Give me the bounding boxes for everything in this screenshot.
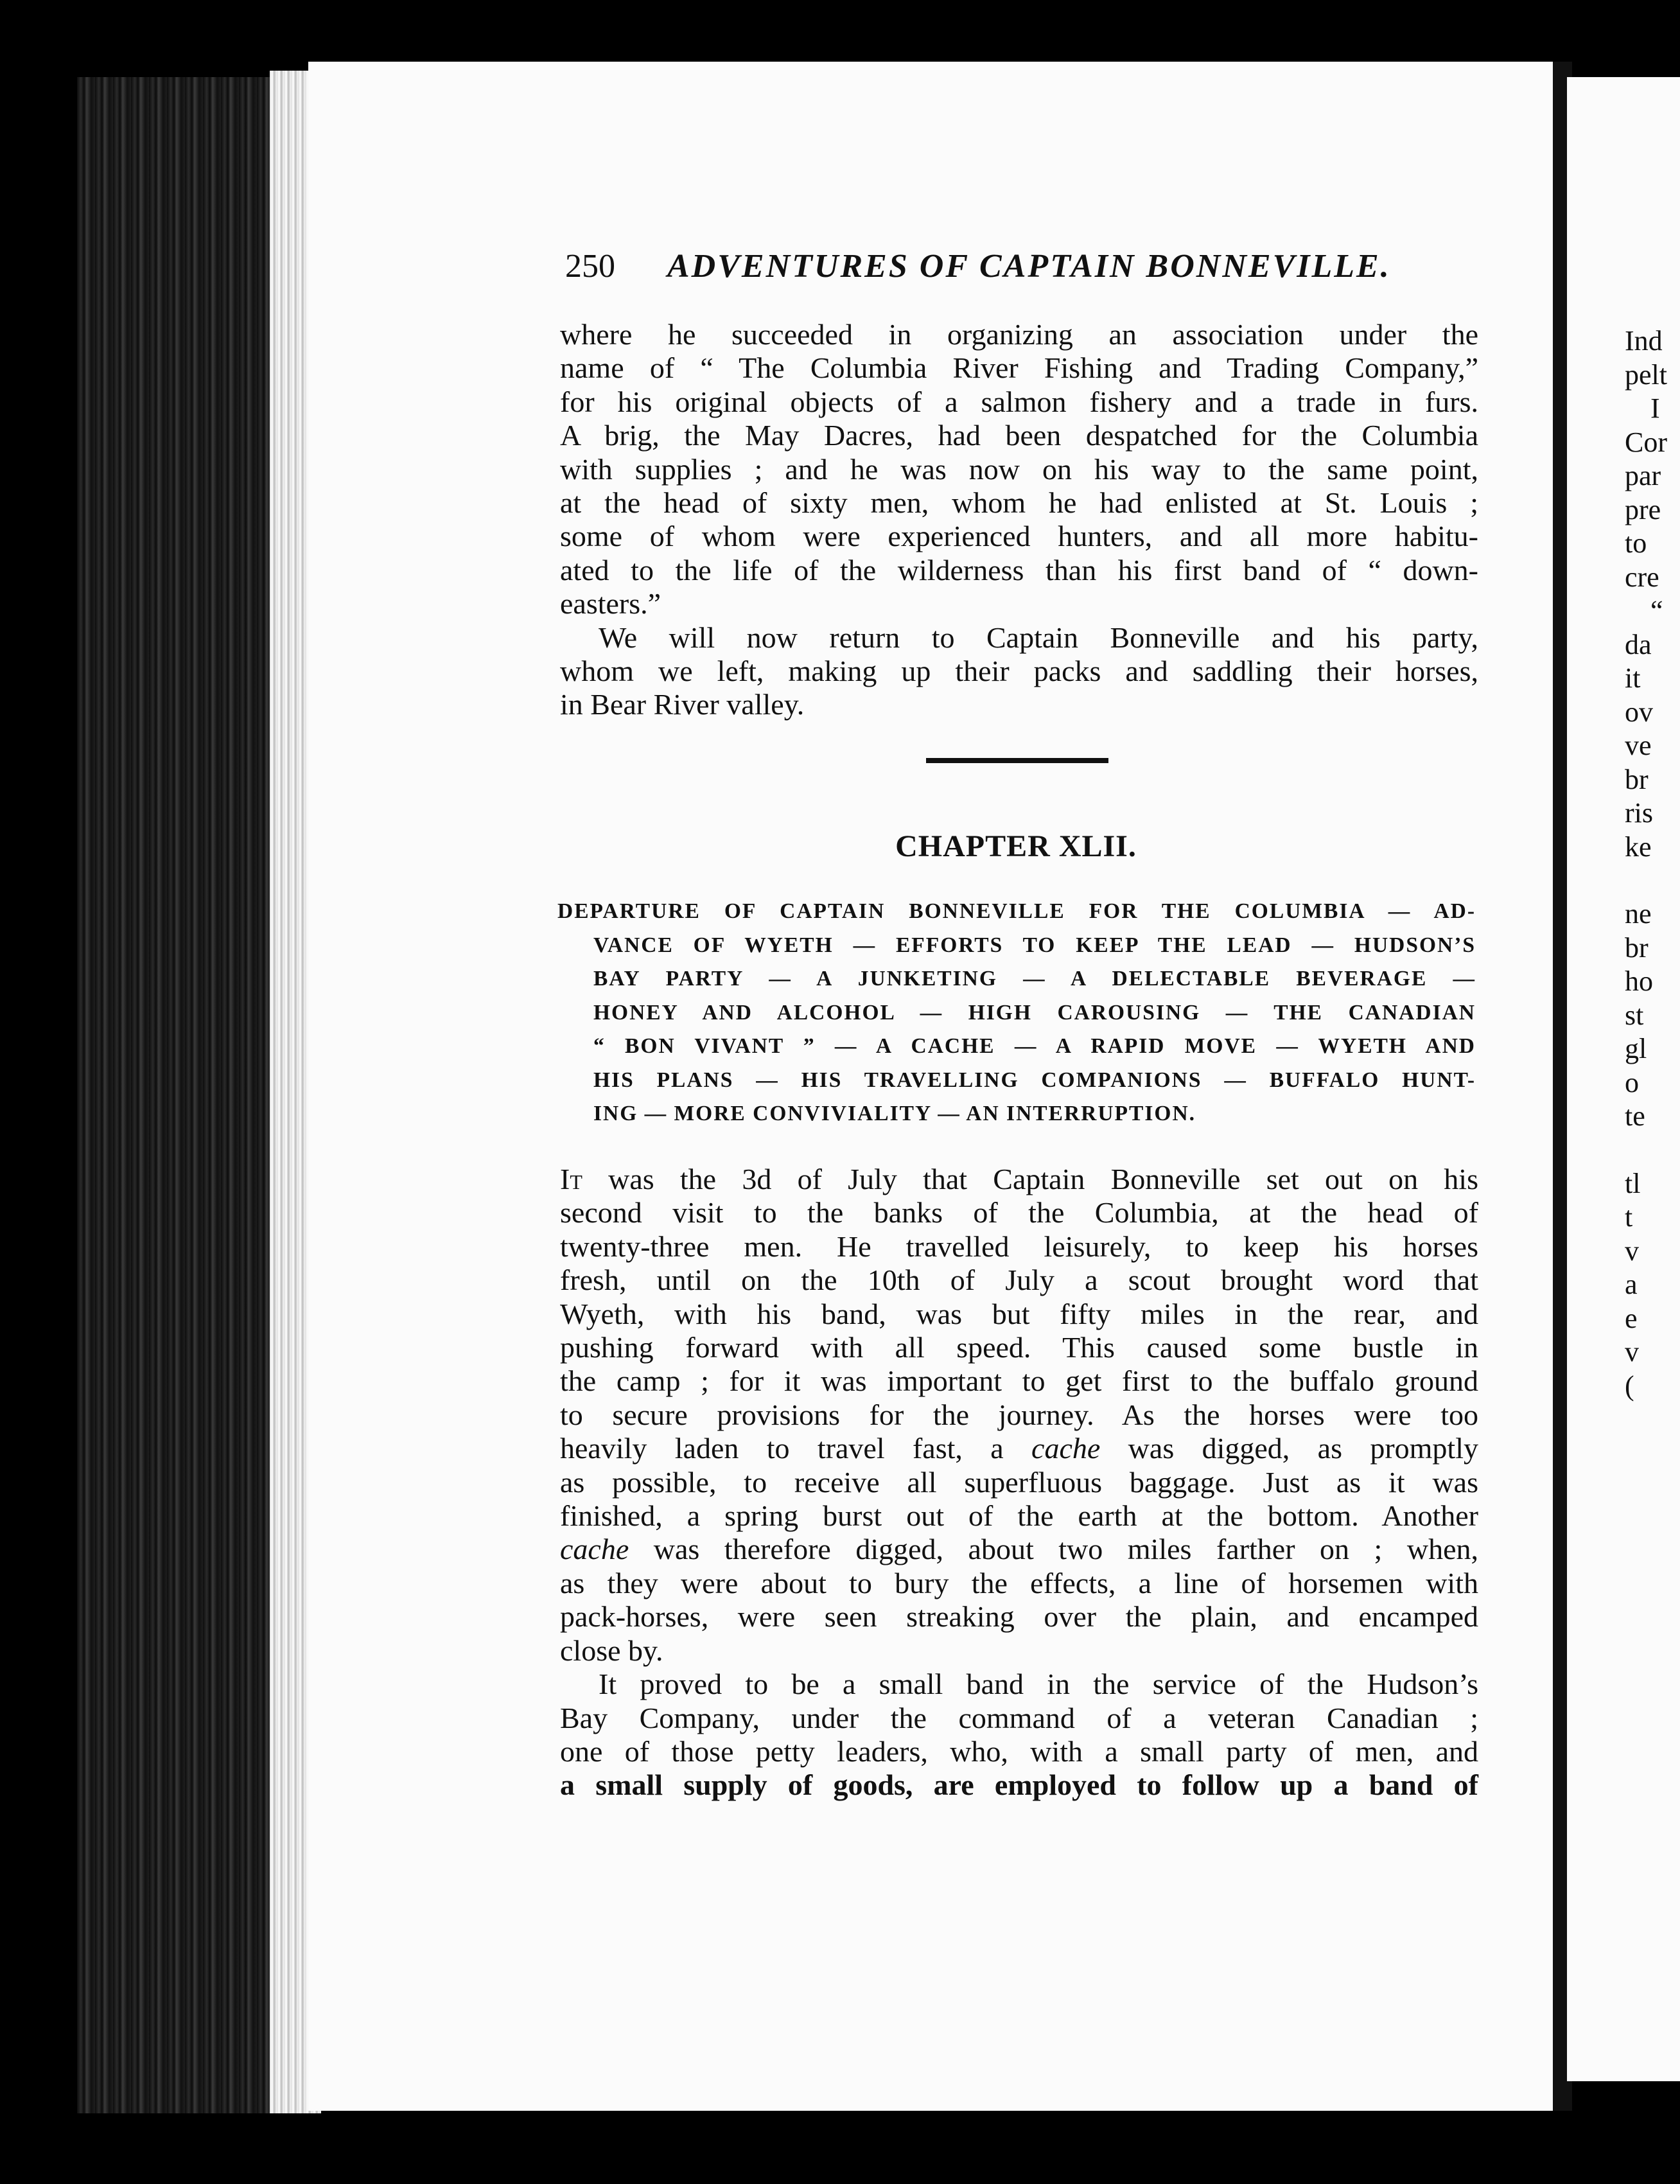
fragment: tl bbox=[1625, 1167, 1641, 1199]
fragment: pre bbox=[1625, 493, 1661, 525]
fragment: ov bbox=[1625, 696, 1653, 728]
fragment: st bbox=[1625, 999, 1644, 1031]
page-header bbox=[565, 247, 1391, 285]
text-line: at the head of sixty men, whom he had enlisted at St. Louis ; bbox=[560, 486, 1478, 520]
fragment: cre bbox=[1625, 561, 1659, 593]
text-line: pushing forward with all speed. This caused some bustle in bbox=[560, 1331, 1478, 1364]
right-page-text bbox=[1625, 324, 1680, 1403]
fragment: te bbox=[1625, 1100, 1645, 1132]
text-line: We will now return to Captain Bonneville and his party, bbox=[599, 621, 1478, 654]
text-line: in Bear River valley. bbox=[560, 688, 805, 721]
text-line: twenty-three men. He travelled leisurely, to keep his horses bbox=[560, 1229, 1478, 1263]
drop-word: It bbox=[560, 1163, 582, 1195]
text-line: whom we left, making up their packs and saddling their horses, bbox=[560, 655, 1478, 688]
text-line: A brig, the May Dacres, had been despatched for the Columbia bbox=[560, 419, 1478, 452]
text-line: one of those petty leaders, who, with a small party of men, and bbox=[560, 1734, 1478, 1768]
fragment: a bbox=[1625, 1269, 1638, 1300]
book-fore-edge bbox=[77, 77, 289, 2113]
fragment: gl bbox=[1625, 1033, 1647, 1064]
text-line: fresh, until on the 10th of July a scout brought word that bbox=[560, 1264, 1478, 1297]
continued-paragraph bbox=[560, 318, 1478, 621]
synopsis-line: DEPARTURE OF CAPTAIN BONNEVILLE FOR THE COLUMBIA — AD- bbox=[557, 899, 1476, 923]
fragment: pelt bbox=[1625, 358, 1667, 391]
top-text-block bbox=[560, 318, 1478, 722]
text-line: name of “ The Columbia River Fishing and Trading Company,” bbox=[560, 351, 1478, 385]
fragment: “ bbox=[1650, 595, 1663, 626]
return-paragraph bbox=[560, 621, 1478, 722]
italic-word: cache bbox=[1031, 1432, 1101, 1465]
text-line: as possible, to receive all superfluous baggage. Just as it was bbox=[560, 1465, 1478, 1499]
text-line: the camp ; for it was important to get first to the buffalo ground bbox=[560, 1364, 1478, 1398]
fragment: ho bbox=[1625, 965, 1653, 997]
fragment: da bbox=[1625, 628, 1652, 660]
fragment bbox=[1625, 864, 1680, 897]
fragment: I bbox=[1650, 392, 1660, 424]
synopsis-line: HIS PLANS — HIS TRAVELLING COMPANIONS — BUFFALO HUNT- bbox=[593, 1068, 1476, 1092]
fragment: br bbox=[1625, 931, 1649, 964]
text-line bbox=[560, 1163, 1478, 1196]
text-line: close by. bbox=[560, 1634, 663, 1667]
text-line: finished, a spring burst out of the earth at the bottom. Another bbox=[560, 1499, 1478, 1533]
text-line: second visit to the banks of the Columbia, at the head of bbox=[560, 1196, 1478, 1229]
synopsis-line: VANCE OF WYETH — EFFORTS TO KEEP THE LEAD — HUDSON’S bbox=[593, 933, 1476, 957]
paragraph-2 bbox=[560, 1668, 1478, 1802]
text-line: easters.” bbox=[560, 587, 661, 621]
fragment: e bbox=[1625, 1302, 1638, 1334]
fragment: o bbox=[1625, 1066, 1639, 1098]
text-line bbox=[560, 1533, 1478, 1566]
text-span: heavily laden to travel fast, a bbox=[560, 1432, 1032, 1465]
text-line: ated to the life of the wilderness than his first band of “ down- bbox=[560, 553, 1478, 586]
text-line: It proved to be a small band in the service of the Hudson’s bbox=[599, 1668, 1478, 1701]
synopsis-line: BAY PARTY — A JUNKETING — A DELECTABLE BEVERAGE — bbox=[593, 967, 1476, 991]
text-line bbox=[560, 1432, 1478, 1465]
italic-word: cache bbox=[560, 1533, 629, 1566]
chapter-synopsis bbox=[557, 895, 1476, 1131]
text-span: was therefore digged, about two miles farther on ; when, bbox=[629, 1533, 1478, 1566]
fragment: ris bbox=[1625, 797, 1653, 829]
fragment: v bbox=[1625, 1336, 1639, 1368]
text-line: a small supply of goods, are employed to follow up a band of bbox=[560, 1768, 1478, 1802]
text-line: Bay Company, under the command of a veteran Canadian ; bbox=[560, 1701, 1478, 1734]
fragment: ( bbox=[1625, 1369, 1634, 1402]
text-line: where he succeeded in organizing an association under the bbox=[560, 318, 1478, 351]
running-title: ADVENTURES OF CAPTAIN BONNEVILLE. bbox=[667, 248, 1391, 285]
text-line: pack-horses, were seen streaking over the plain, and encamped bbox=[560, 1600, 1478, 1634]
text-span: was digged, as promptly bbox=[1100, 1432, 1478, 1465]
text-line: Wyeth, with his band, was but fifty miles in the rear, and bbox=[560, 1297, 1478, 1330]
fragment: ne bbox=[1625, 898, 1652, 929]
text-span: was the 3d of July that Captain Bonneville set out on his bbox=[582, 1163, 1478, 1195]
chapter-title: CHAPTER XLII. bbox=[895, 829, 1137, 863]
paragraph-1 bbox=[560, 1163, 1478, 1668]
fragment: it bbox=[1625, 662, 1641, 694]
fragment: ve bbox=[1625, 730, 1652, 761]
fragment: par bbox=[1625, 460, 1661, 491]
section-divider bbox=[926, 758, 1108, 763]
fragment: br bbox=[1625, 763, 1649, 795]
fragment: ke bbox=[1625, 831, 1652, 863]
text-line: some of whom were experienced hunters, and all more habitu- bbox=[560, 520, 1478, 553]
synopsis-line: “ BON VIVANT ” — A CACHE — A RAPID MOVE — WYETH AND bbox=[593, 1034, 1476, 1058]
fragment bbox=[1625, 1134, 1680, 1167]
text-line: for his original objects of a salmon fishery and a trade in furs. bbox=[560, 385, 1478, 418]
fragment: v bbox=[1625, 1235, 1639, 1267]
text-line: with supplies ; and he was now on his way to the same point, bbox=[560, 452, 1478, 486]
page-number: 250 bbox=[565, 248, 615, 285]
text-line: to secure provisions for the journey. As the horses were too bbox=[560, 1398, 1478, 1431]
fragment: Cor bbox=[1625, 426, 1667, 458]
text-line: as they were about to bury the effects, a line of horsemen with bbox=[560, 1566, 1478, 1599]
synopsis-line: ING — MORE CONVIVIALITY — AN INTERRUPTION. bbox=[593, 1102, 1196, 1125]
fragment: Ind bbox=[1625, 325, 1663, 357]
fragment: t bbox=[1625, 1201, 1633, 1233]
fragment: to bbox=[1625, 527, 1647, 559]
chapter-body bbox=[560, 1163, 1478, 1802]
synopsis-line: HONEY AND ALCOHOL — HIGH CAROUSING — THE CANADIAN bbox=[593, 1000, 1476, 1025]
